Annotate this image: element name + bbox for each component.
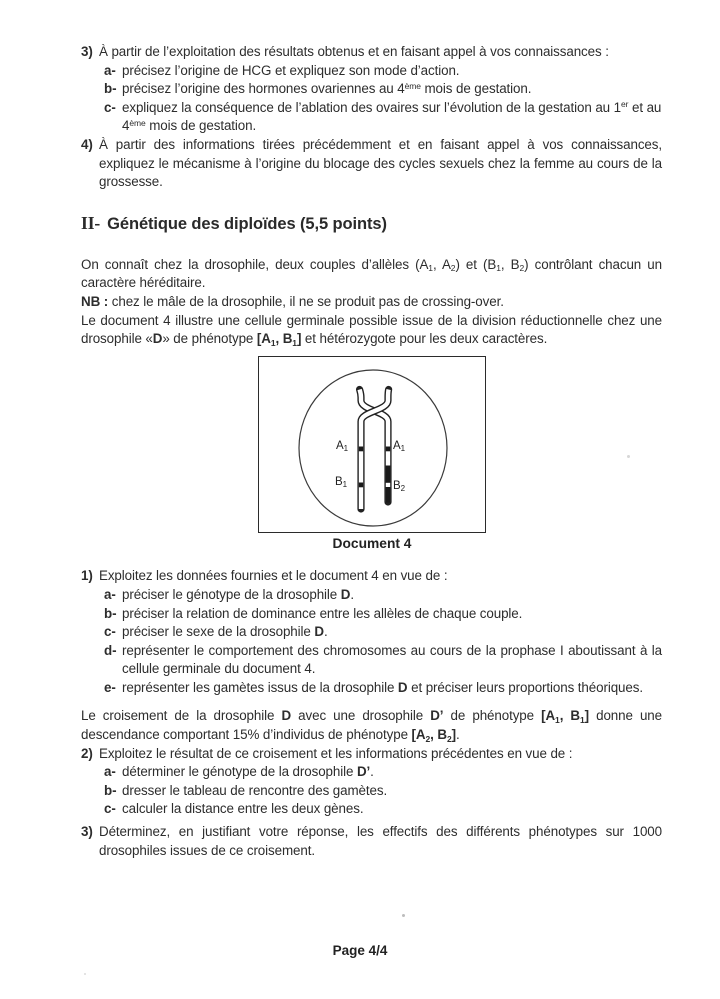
item-number: b- — [104, 605, 117, 621]
item-number: 3) — [81, 824, 93, 840]
item-text: expliquez la conséquence de l’ablation des ovaires sur l’évolution de la gestation au 1er et au 4ème mois de gestation. — [122, 99, 662, 134]
sub-item-a — [104, 763, 662, 782]
paragraph-alleles: On connaît chez la drosophile, deux couples d’allèles ($A_1$, $A_2$) et ($B_1$, $B_2$) contrôlant chacun un caractère héréditaire. — [81, 256, 662, 291]
item-number: c- — [104, 801, 116, 817]
figure-frame — [258, 356, 486, 533]
sub-item-b — [104, 605, 662, 624]
sub-item-c — [104, 800, 662, 819]
sub-item-b — [104, 782, 662, 801]
item-text: déterminer le génotype de la drosophile D’. — [122, 764, 374, 780]
figure-document-4 — [258, 356, 486, 554]
question-2 — [81, 745, 662, 819]
paragraph-document4: Le document 4 illustre une cellule germinale possible issue de la division réductionnelle chez une drosophile «D» de phénotype [$A_1$, $B_1$] et hétérozygote pour les deux caractères. — [81, 312, 662, 348]
sub-item-c — [104, 623, 662, 642]
question-3-final — [81, 823, 662, 860]
item-text: préciser le génotype de la drosophile D. — [122, 586, 354, 602]
sub-item-b — [104, 80, 662, 99]
chromosome-figure-svg — [259, 357, 484, 531]
scan-speck — [84, 973, 86, 975]
item-text: représenter le comportement des chromosomes au cours de la prophase I aboutissant à la cellule germinale du document 4. — [122, 642, 662, 677]
item-number: b- — [104, 782, 117, 798]
question-1 — [81, 567, 662, 697]
question-item — [81, 823, 662, 860]
page-content — [81, 43, 662, 860]
item-number: 2) — [81, 745, 93, 761]
item-number: 4) — [81, 136, 93, 152]
sub-item-c — [104, 99, 662, 136]
question-item — [81, 567, 662, 586]
item-text: représenter les gamètes issus de la drosophile D et préciser leurs proportions théoriques. — [122, 679, 643, 695]
cell-membrane-circle — [299, 370, 447, 526]
question-1-subitems — [104, 586, 662, 698]
allele-label-a1-left: $A_1$ — [336, 439, 349, 453]
item-text: précisez l’origine de HCG et expliquez son mode d’action. — [122, 62, 460, 78]
item-number: c- — [104, 624, 116, 640]
question-item — [81, 136, 662, 192]
section-number: II- — [81, 212, 101, 233]
section-title: Génétique des diploïdes (5,5 points) — [107, 214, 387, 233]
section-heading — [81, 212, 662, 235]
item-number: 1) — [81, 568, 93, 584]
item-text: dresser le tableau de rencontre des gamètes. — [122, 782, 388, 798]
allele-band-b2-gap — [386, 483, 390, 487]
scan-speck — [627, 455, 630, 458]
item-number: c- — [104, 99, 116, 115]
question-item — [81, 43, 662, 62]
paragraph-nb: NB : chez le mâle de la drosophile, il ne se produit pas de crossing-over. — [81, 293, 504, 309]
allele-band-b1 — [359, 482, 363, 487]
allele-label-a1-right: $A_1$ — [393, 439, 406, 453]
question-4 — [81, 136, 662, 192]
item-number: e- — [104, 679, 116, 695]
question-3-subitems — [104, 62, 662, 136]
question-2-subitems — [104, 763, 662, 819]
item-text: Exploitez le résultat de ce croisement et les informations précédentes en vue de : — [99, 745, 573, 761]
page-number: Page 4/4 — [332, 943, 388, 958]
sub-item-a — [104, 62, 662, 81]
allele-band-a1-left — [359, 446, 363, 451]
sub-item-e — [104, 679, 662, 698]
figure-caption: Document 4 — [332, 535, 412, 551]
paragraph-croisement: Le croisement de la drosophile D avec une drosophile D’ de phénotype [$A_1$, $B_1$] donne une descendance comportant 15% d’individus de phénotype [$A_2$, $B_2$]. — [81, 708, 663, 744]
item-text: préciser le sexe de la drosophile D. — [122, 624, 328, 640]
allele-label-b1: $B_1$ — [335, 475, 348, 489]
item-number: 3) — [81, 44, 93, 59]
item-number: b- — [104, 81, 117, 97]
item-number: a- — [104, 586, 116, 602]
item-text: À partir des informations tirées précédemment et en faisant appel à vos connaissances, expliquez le mécanisme à l’origine du blocage des cycles sexuels chez la femme au cours de la grossesse. — [99, 136, 662, 190]
sub-item-a — [104, 586, 662, 605]
item-text: À partir de l’exploitation des résultats obtenus et en faisant appel à vos connaissances : — [99, 44, 609, 59]
sub-item-d — [104, 642, 662, 679]
item-text: calculer la distance entre les deux gènes. — [122, 801, 364, 817]
allele-band-a1-right — [386, 446, 390, 451]
scan-speck — [402, 914, 405, 917]
item-number: d- — [104, 642, 117, 658]
item-text: préciser la relation de dominance entre les allèles de chaque couple. — [122, 605, 523, 621]
allele-label-b2: $B_2$ — [393, 479, 406, 493]
item-text: Exploitez les données fournies et le document 4 en vue de : — [99, 568, 448, 584]
item-text: précisez l’origine des hormones ovariennes au 4ème mois de gestation. — [122, 80, 532, 97]
question-3 — [81, 43, 662, 136]
item-number: a- — [104, 62, 116, 78]
item-text: Déterminez, en justifiant votre réponse, les effectifs des différents phénotypes sur 1000 drosophiles issues de ce croisement. — [99, 824, 662, 858]
item-number: a- — [104, 764, 116, 780]
question-item — [81, 745, 662, 764]
